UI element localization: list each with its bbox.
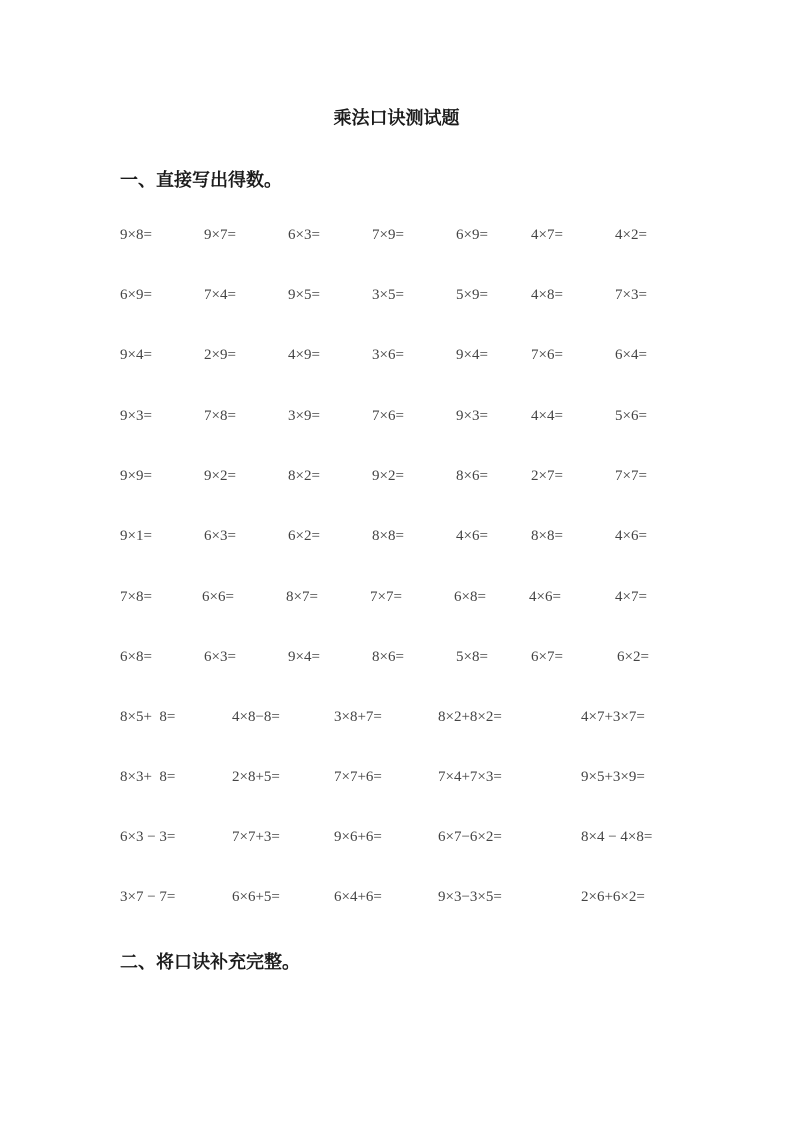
problem-item: 7×3= <box>615 287 647 303</box>
problem-item: 8×8= <box>372 528 404 544</box>
problem-item: 7×6= <box>372 408 404 424</box>
problem-item: 4×7+3×7= <box>581 709 645 725</box>
problem-item: 2×7= <box>531 468 563 484</box>
problem-item: 4×6= <box>456 528 488 544</box>
problem-item: 4×7= <box>615 589 647 605</box>
problem-item: 4×6= <box>529 589 561 605</box>
problem-item: 9×4= <box>120 347 152 363</box>
problem-item: 5×9= <box>456 287 488 303</box>
problem-item: 9×6+6= <box>334 829 382 845</box>
problem-item: 6×3= <box>204 649 236 665</box>
problem-item: 4×8−8= <box>232 709 280 725</box>
problem-item: 7×4+7×3= <box>438 769 502 785</box>
problem-item: 7×7+3= <box>232 829 280 845</box>
problem-item: 6×6+5= <box>232 889 280 905</box>
problem-item: 7×6= <box>531 347 563 363</box>
section-heading-1: 一、直接写出得数。 <box>120 170 282 191</box>
problem-item: 8×3+ 8= <box>120 769 176 785</box>
problem-item: 9×5= <box>288 287 320 303</box>
problem-item: 6×9= <box>456 227 488 243</box>
problem-row <box>0 408 793 432</box>
problem-item: 6×4= <box>615 347 647 363</box>
problem-item: 9×4= <box>456 347 488 363</box>
problem-item: 6×2= <box>288 528 320 544</box>
problem-item: 4×4= <box>531 408 563 424</box>
page-title: 乘法口诀测试题 <box>333 108 460 129</box>
problem-item: 6×7−6×2= <box>438 829 502 845</box>
problem-row <box>0 889 793 913</box>
problem-item: 9×8= <box>120 227 152 243</box>
problem-item: 7×7+6= <box>334 769 382 785</box>
problem-item: 9×2= <box>372 468 404 484</box>
problem-item: 6×3 − 3= <box>120 829 176 845</box>
problem-item: 2×8+5= <box>232 769 280 785</box>
problem-item: 3×5= <box>372 287 404 303</box>
problem-item: 9×2= <box>204 468 236 484</box>
problem-row <box>0 829 793 853</box>
problem-item: 8×4 − 4×8= <box>581 829 653 845</box>
problem-item: 8×2+8×2= <box>438 709 502 725</box>
problem-item: 6×3= <box>204 528 236 544</box>
problem-item: 8×6= <box>456 468 488 484</box>
problem-item: 8×6= <box>372 649 404 665</box>
problem-item: 9×4= <box>288 649 320 665</box>
problem-row <box>0 468 793 492</box>
problem-row <box>0 769 793 793</box>
problem-row <box>0 589 793 613</box>
problem-item: 4×6= <box>615 528 647 544</box>
problem-item: 6×8= <box>120 649 152 665</box>
problem-item: 4×2= <box>615 227 647 243</box>
problem-item: 6×8= <box>454 589 486 605</box>
problem-item: 8×5+ 8= <box>120 709 176 725</box>
problem-item: 3×7 − 7= <box>120 889 176 905</box>
problem-item: 3×8+7= <box>334 709 382 725</box>
problem-item: 2×9= <box>204 347 236 363</box>
problem-item: 6×2= <box>617 649 649 665</box>
problem-item: 9×3= <box>120 408 152 424</box>
problem-item: 9×3= <box>456 408 488 424</box>
problem-item: 6×7= <box>531 649 563 665</box>
problem-row <box>0 709 793 733</box>
problem-item: 8×2= <box>288 468 320 484</box>
problem-item: 6×4+6= <box>334 889 382 905</box>
problem-item: 7×9= <box>372 227 404 243</box>
problem-row <box>0 287 793 311</box>
problem-item: 6×6= <box>202 589 234 605</box>
problem-item: 6×3= <box>288 227 320 243</box>
problem-item: 5×6= <box>615 408 647 424</box>
problem-item: 3×6= <box>372 347 404 363</box>
problem-item: 5×8= <box>456 649 488 665</box>
problem-item: 9×5+3×9= <box>581 769 645 785</box>
problem-item: 7×4= <box>204 287 236 303</box>
problem-item: 4×9= <box>288 347 320 363</box>
problem-row <box>0 528 793 552</box>
problem-item: 8×7= <box>286 589 318 605</box>
problem-item: 9×3−3×5= <box>438 889 502 905</box>
problem-item: 3×9= <box>288 408 320 424</box>
problem-item: 7×7= <box>615 468 647 484</box>
problem-row <box>0 649 793 673</box>
section-heading-2: 二、将口诀补充完整。 <box>120 952 300 973</box>
problem-item: 7×8= <box>204 408 236 424</box>
problem-item: 4×8= <box>531 287 563 303</box>
problem-item: 2×6+6×2= <box>581 889 645 905</box>
problem-item: 9×9= <box>120 468 152 484</box>
problem-item: 8×8= <box>531 528 563 544</box>
problem-item: 7×7= <box>370 589 402 605</box>
problem-item: 6×9= <box>120 287 152 303</box>
problem-item: 4×7= <box>531 227 563 243</box>
problem-row <box>0 347 793 371</box>
problem-item: 9×7= <box>204 227 236 243</box>
problem-item: 7×8= <box>120 589 152 605</box>
problem-row <box>0 227 793 251</box>
problem-item: 9×1= <box>120 528 152 544</box>
